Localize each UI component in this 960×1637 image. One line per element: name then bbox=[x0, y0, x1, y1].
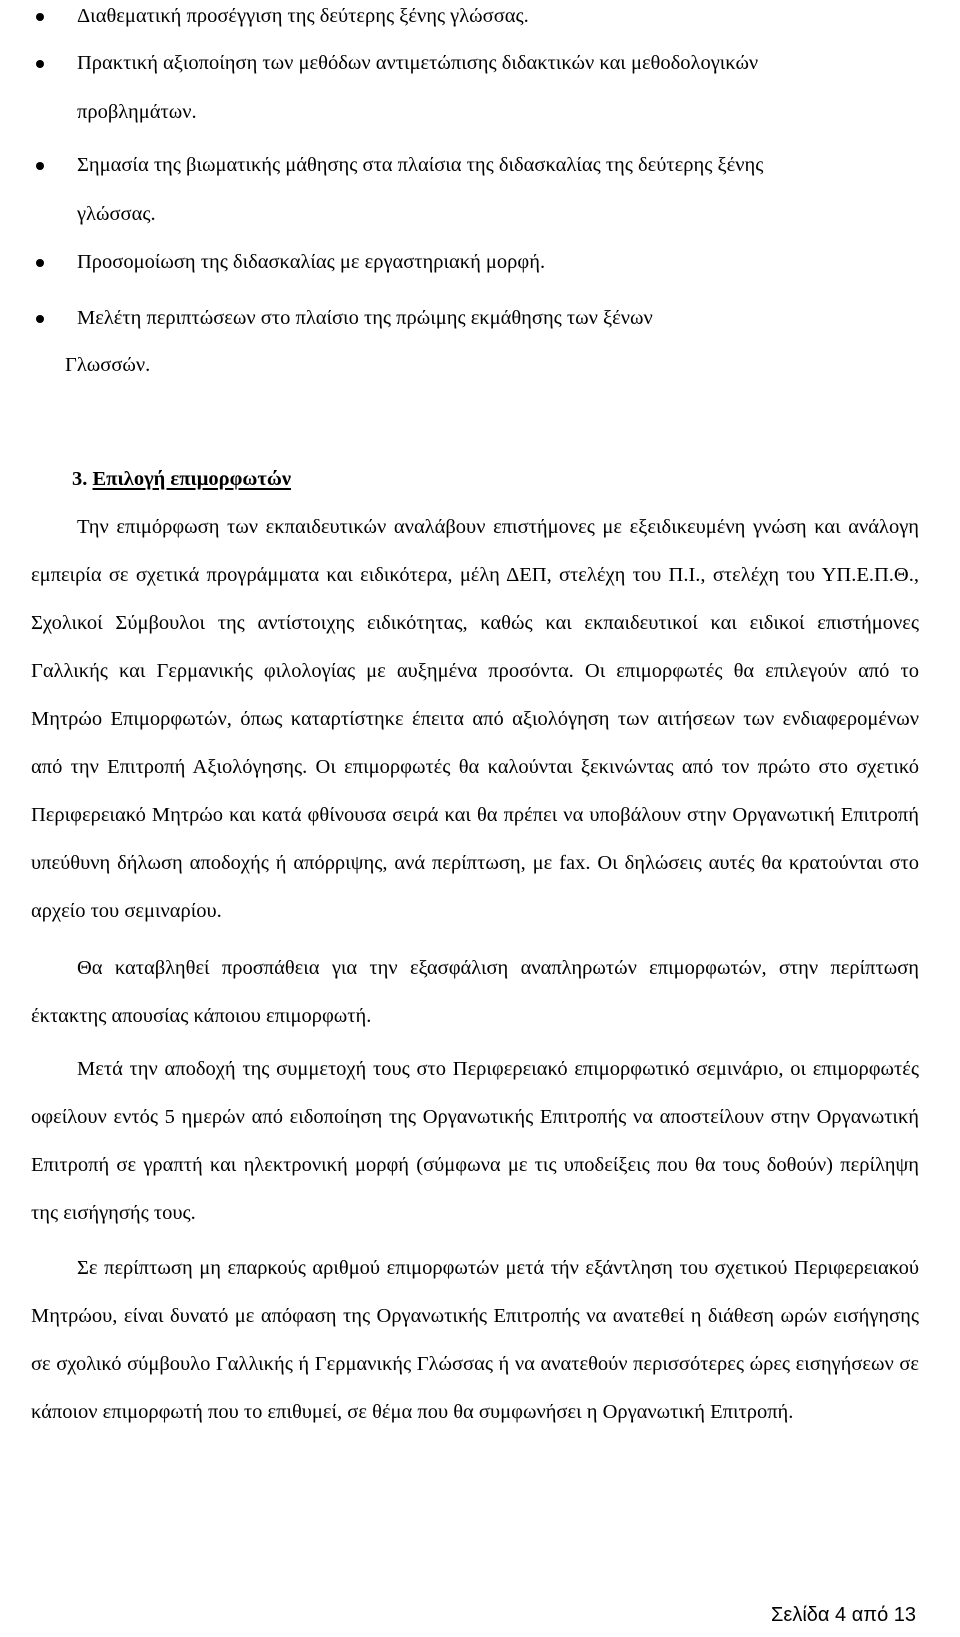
bullet-icon bbox=[36, 259, 44, 267]
list-item-text: Σημασία της βιωματικής μάθησης στα πλαίσια της διδασκαλίας της δεύτερης ξένης bbox=[77, 154, 764, 176]
section-title: Επιλογή επιμορφωτών bbox=[92, 468, 291, 490]
list-item-text: Διαθεματική προσέγγιση της δεύτερης ξένης γλώσσας. bbox=[77, 5, 529, 27]
section-number: 3. bbox=[72, 468, 88, 490]
body-paragraph: Σε περίπτωση μη επαρκούς αριθμού επιμορφωτών μετά τήν εξάντληση του σχετικού Περιφερειακού Μητρώου, είναι δυνατό με απόφαση της Οργανωτικής Επιτροπής να ανατεθεί η διάθεση ωρών εισήγησης σε σχολικό σύμβουλο Γαλλικής ή Γερμανικής Γλώσσας ή να ανατεθούν περισσότερες ώρες εισηγήσεων σε κάποιον επιμορφωτή που το επιθυμεί, σε θέμα που θα συμφωνήσει η Οργανωτική Επιτροπή. bbox=[31, 1257, 919, 1423]
bullet-icon bbox=[36, 60, 44, 68]
body-paragraph: Μετά την αποδοχή της συμμετοχή τους στο Περιφερειακό επιμορφωτικό σεμινάριο, οι επιμορφωτές οφείλουν εντός 5 ημερών από ειδοποίηση της Οργανωτικής Επιτροπής να αποστείλουν στην Οργανωτική Επιτροπή σε γραπτή και ηλεκτρονική μορφή (σύμφωνα με τις υποδείξεις που θα τους δοθούν) περίληψη της εισήγησής τους. bbox=[31, 1058, 919, 1224]
list-item-text-continuation: Γλωσσών. bbox=[65, 354, 151, 376]
page-number-footer: Σελίδα 4 από 13 bbox=[771, 1604, 916, 1626]
list-item-text-continuation: γλώσσας. bbox=[77, 203, 156, 225]
body-paragraph: Θα καταβληθεί προσπάθεια για την εξασφάλιση αναπληρωτών επιμορφωτών, στην περίπτωση έκτακτης απουσίας κάποιου επιμορφωτή. bbox=[31, 957, 919, 1027]
body-paragraph: Την επιμόρφωση των εκπαιδευτικών αναλάβουν επιστήμονες με εξειδικευμένη γνώση και ανάλογη εμπειρία σε σχετικά προγράμματα και ειδικότερα, μέλη ΔΕΠ, στελέχη του Π.Ι., στελέχη του ΥΠ.Ε.Π.Θ., Σχολικοί Σύμβουλοι της αντίστοιχης ειδικότητας, καθώς και εκπαιδευτικοί και ειδικοί επιστήμονες Γαλλικής και Γερμανικής φιλολογίας με αυξημένα προσόντα. Οι επιμορφωτές θα επιλεγούν από το Μητρώο Επιμορφωτών, όπως καταρτίστηκε έπειτα από αξιολόγηση των αιτήσεων των ενδιαφερομένων από την Επιτροπή Αξιολόγησης. Οι επιμορφωτές θα καλούνται ξεκινώντας από τον πρώτο στο σχετικό Περιφερειακό Μητρώο και κατά φθίνουσα σειρά και θα πρέπει να υποβάλουν στην Οργανωτική Επιτροπή υπεύθυνη δήλωση αποδοχής ή απόρριψης, ανά περίπτωση, με fax. Οι δηλώσεις αυτές θα κρατούνται στο αρχείο του σεμιναρίου. bbox=[31, 516, 919, 922]
section-heading bbox=[72, 457, 291, 501]
list-item-text-continuation: προβλημάτων. bbox=[77, 101, 197, 123]
bullet-icon bbox=[36, 315, 44, 323]
bullet-icon bbox=[36, 13, 44, 21]
list-item-text: Μελέτη περιπτώσεων στο πλαίσιο της πρώιμης εκμάθησης των ξένων bbox=[77, 307, 653, 329]
bullet-icon bbox=[36, 162, 44, 170]
list-item-text: Πρακτική αξιοποίηση των μεθόδων αντιμετώπισης διδακτικών και μεθοδολογικών bbox=[77, 52, 759, 74]
list-item-text: Προσομοίωση της διδασκαλίας με εργαστηριακή μορφή. bbox=[77, 251, 546, 273]
